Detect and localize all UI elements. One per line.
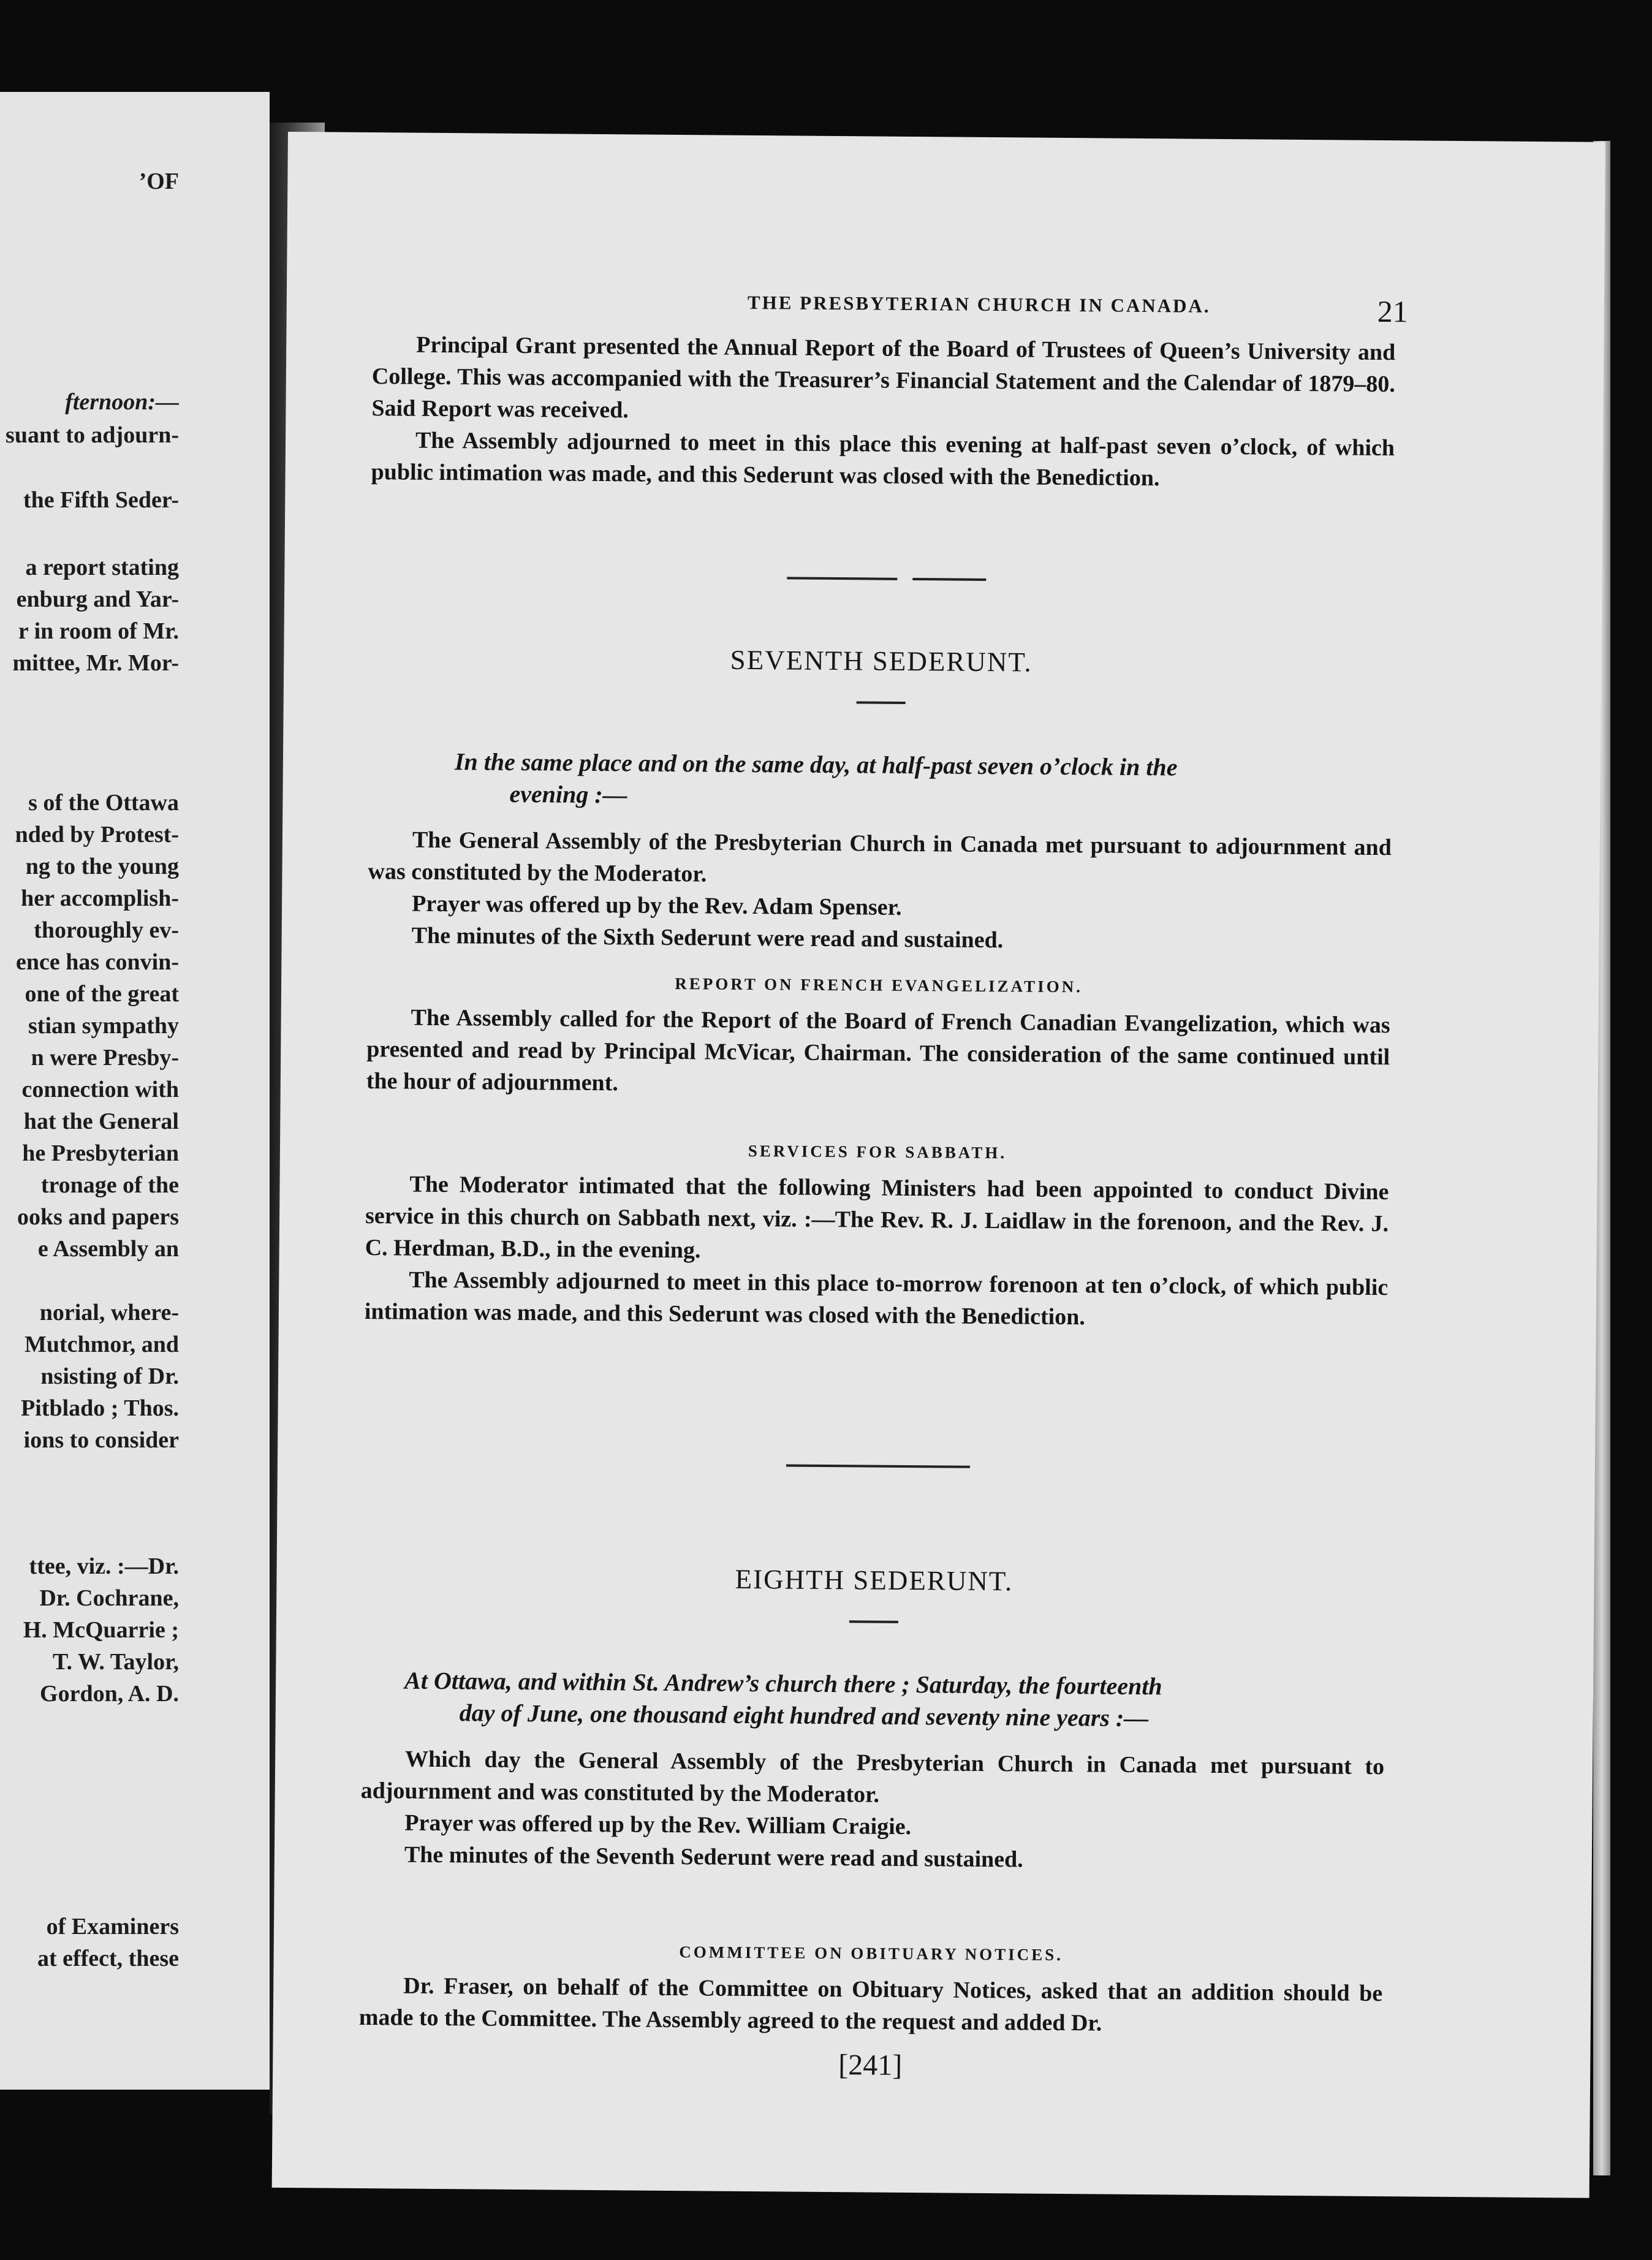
left-facing-page	[0, 92, 270, 2090]
folio-number: [241]	[838, 2049, 903, 2082]
left-page-line: ooks and papers	[17, 1204, 179, 1230]
paragraph: Which day the General Assembly of the Presbyterian Church in Canada met pursuant to adjournment and was constituted by the Moderator.	[360, 1746, 1385, 1808]
left-page-line: Pitblado ; Thos.	[21, 1395, 179, 1421]
left-page-line: ions to consider	[23, 1427, 179, 1453]
left-page-line: ence has convin-	[16, 949, 179, 975]
paragraph: The Assembly called for the Report of the Board of French Canadian Evangelization, which was presented and read by Principal McVicar, Chairman. The consideration of the same continued until the hour of adjournment.	[366, 1004, 1390, 1096]
left-page-line: suant to adjourn-	[6, 422, 179, 448]
left-page-line: H. McQuarrie ;	[23, 1617, 179, 1643]
left-page-line: tronage of the	[40, 1172, 179, 1198]
services-body	[365, 1168, 1389, 1335]
eighth-intro	[404, 1665, 1385, 1737]
left-page-line: Mutchmor, and	[25, 1332, 179, 1357]
paragraph: The Moderator intimated that the following Ministers had been appointed to conduct Divine service in this church on Sabbath next, viz. :—The Rev. R. J. Laidlaw in the forenoon, and the Rev. J. C. Herdman, B.D., in the evening.	[365, 1171, 1389, 1264]
left-page-line: of Examiners	[46, 1914, 179, 1940]
left-page-line: hat the General	[23, 1109, 179, 1134]
left-page-line: ttee, viz. :—Dr.	[29, 1553, 179, 1579]
page-number: 21	[1377, 294, 1408, 329]
running-head: THE PRESBYTERIAN CHURCH IN CANADA.	[747, 291, 1211, 317]
left-page-line: at effect, these	[37, 1946, 179, 1971]
intro-line: day of June, one thousand eight hundred and seventy nine years :—	[459, 1699, 1149, 1732]
heading-rule	[849, 1620, 898, 1623]
paragraph: Prayer was offered up by the Rev. William Craigie.	[404, 1810, 912, 1840]
section-divider	[912, 578, 986, 581]
left-page-line: r in room of Mr.	[18, 618, 179, 644]
intro-line: At Ottawa, and within St. Andrew’s church there ; Saturday, the fourteenth	[404, 1666, 1162, 1701]
paragraph: The Assembly adjourned to meet in this place to-morrow forenoon at ten o’clock, of which public intimation was made, and this Sederunt was closed with the Benediction.	[364, 1267, 1389, 1330]
paragraph: The General Assembly of the Presbyterian Church in Canada met pursuant to adjournment and was constituted by the Moderator.	[368, 827, 1392, 887]
french-evangelization-body	[366, 1001, 1390, 1105]
left-page-line: mittee, Mr. Mor-	[12, 650, 179, 676]
left-page-line: ng to the young	[25, 854, 179, 879]
left-page-line: enburg and Yar-	[16, 586, 179, 612]
paragraph: Principal Grant presented the Annual Report of the Board of Trustees of Queen’s University and College. This was accompanied with the Treasurer’s Financial Statement and the Calendar of 1879–80. Said Report was received.	[371, 332, 1396, 423]
paragraph: The minutes of the Seventh Sederunt were read and sustained.	[404, 1841, 1023, 1873]
obituary-body	[359, 1970, 1383, 2041]
paragraph: The minutes of the Sixth Sederunt were read and sustained.	[411, 922, 1004, 954]
left-page-line: Gordon, A. D.	[40, 1681, 179, 1707]
opening-section	[371, 328, 1395, 496]
left-page-line: her accomplish-	[21, 885, 179, 911]
left-page-line: fternoon:—	[65, 389, 179, 415]
paragraph: Prayer was offered up by the Rev. Adam Spenser.	[411, 890, 902, 920]
section-divider	[786, 1464, 970, 1468]
subheading-french-evangelization: REPORT ON FRENCH EVANGELIZATION.	[675, 974, 1083, 996]
left-page-line: stian sympathy	[28, 1013, 179, 1039]
left-page-line: nded by Protest-	[15, 822, 179, 848]
left-page-line: s of the Ottawa	[28, 790, 179, 816]
left-page-line: Dr. Cochrane,	[39, 1585, 179, 1611]
left-page-line: he Presbyterian	[22, 1140, 179, 1166]
left-page-line: n were Presby-	[31, 1045, 179, 1071]
left-page-line: T. W. Taylor,	[53, 1649, 179, 1675]
subheading-services-sabbath: SERVICES FOR SABBATH.	[748, 1141, 1007, 1162]
left-page-line: e Assembly an	[37, 1236, 179, 1262]
left-page-line: norial, where-	[39, 1300, 179, 1325]
heading-rule	[857, 701, 906, 704]
left-page-line: connection with	[21, 1077, 179, 1102]
seventh-intro	[454, 746, 1392, 817]
section-divider	[787, 577, 897, 580]
left-page-line: nsisting of Dr.	[40, 1363, 179, 1389]
main-page	[272, 132, 1605, 2198]
subheading-obituary-notices: COMMITTEE ON OBITUARY NOTICES.	[679, 1943, 1064, 1965]
paragraph: The Assembly adjourned to meet in this place this evening at half-past seven o’clock, of which public intimation was made, and this Sederunt was closed with the Benediction.	[371, 427, 1395, 491]
intro-line: evening :—	[509, 779, 627, 809]
intro-line: In the same place and on the same day, at half-past seven o’clock in the	[454, 748, 1178, 781]
left-page-line: one of the great	[25, 981, 179, 1007]
left-page-line: a report stating	[25, 555, 179, 580]
eighth-body	[360, 1743, 1385, 1878]
left-page-line: ’OF	[138, 169, 179, 194]
section-heading-eighth: EIGHTH SEDERUNT.	[735, 1563, 1014, 1597]
section-heading-seventh: SEVENTH SEDERUNT.	[730, 644, 1032, 678]
seventh-body	[368, 824, 1392, 959]
paragraph: Dr. Fraser, on behalf of the Committee on Obituary Notices, asked that an addition should be made to the Committee. The Assembly agreed to the request and added Dr.	[358, 1973, 1383, 2036]
left-page-line: thoroughly ev-	[34, 917, 179, 943]
left-page-line: the Fifth Seder-	[23, 487, 179, 513]
